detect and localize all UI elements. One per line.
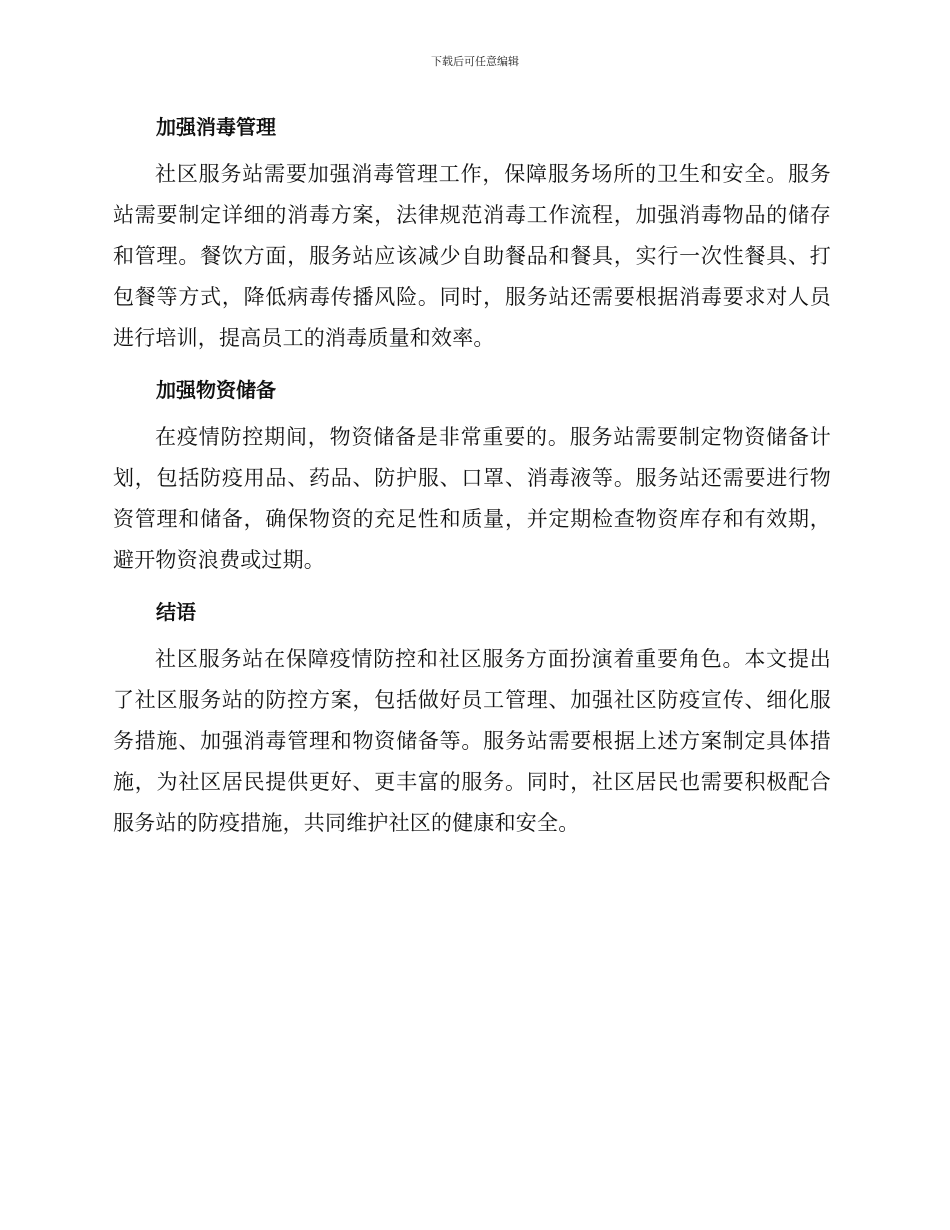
section-heading-supplies: 加强物资储备	[156, 378, 276, 402]
section-body-conclusion: 社区服务站在保障疫情防控和社区服务方面扮演着重要角色。本文提出了社区服务站的防控方案，包括做好员工管理、加强社区防疫宣传、细化服务措施、加强消毒管理和物资储备等。服务站需要根据上述方案制定具体措施，为社区居民提供更好、更丰富的服务。同时，社区居民也需要积极配合服务站的防疫措施，共同维护社区的健康和安全。	[113, 647, 831, 835]
section-body-supplies: 在疫情防控期间，物资储备是非常重要的。服务站需要制定物资储备计划，包括防疫用品、药品、防护服、口罩、消毒液等。服务站还需要进行物资管理和储备，确保物资的充足性和质量，并定期检查物资库存和有效期，避开物资浪费或过期。	[113, 425, 831, 572]
section-body-disinfection: 社区服务站需要加强消毒管理工作，保障服务场所的卫生和安全。服务站需要制定详细的消毒方案，法律规范消毒工作流程，加强消毒物品的储存和管理。餐饮方面，服务站应该减少自助餐品和餐具，实行一次性餐具、打包餐等方式，降低病毒传播风险。同时，服务站还需要根据消毒要求对人员进行培训，提高员工的消毒质量和效率。	[113, 162, 831, 350]
section-heading-disinfection: 加强消毒管理	[156, 115, 276, 139]
page-header-note: 下载后可任意编辑	[431, 55, 519, 68]
section-heading-conclusion: 结语	[156, 600, 196, 624]
document-content	[113, 108, 831, 844]
